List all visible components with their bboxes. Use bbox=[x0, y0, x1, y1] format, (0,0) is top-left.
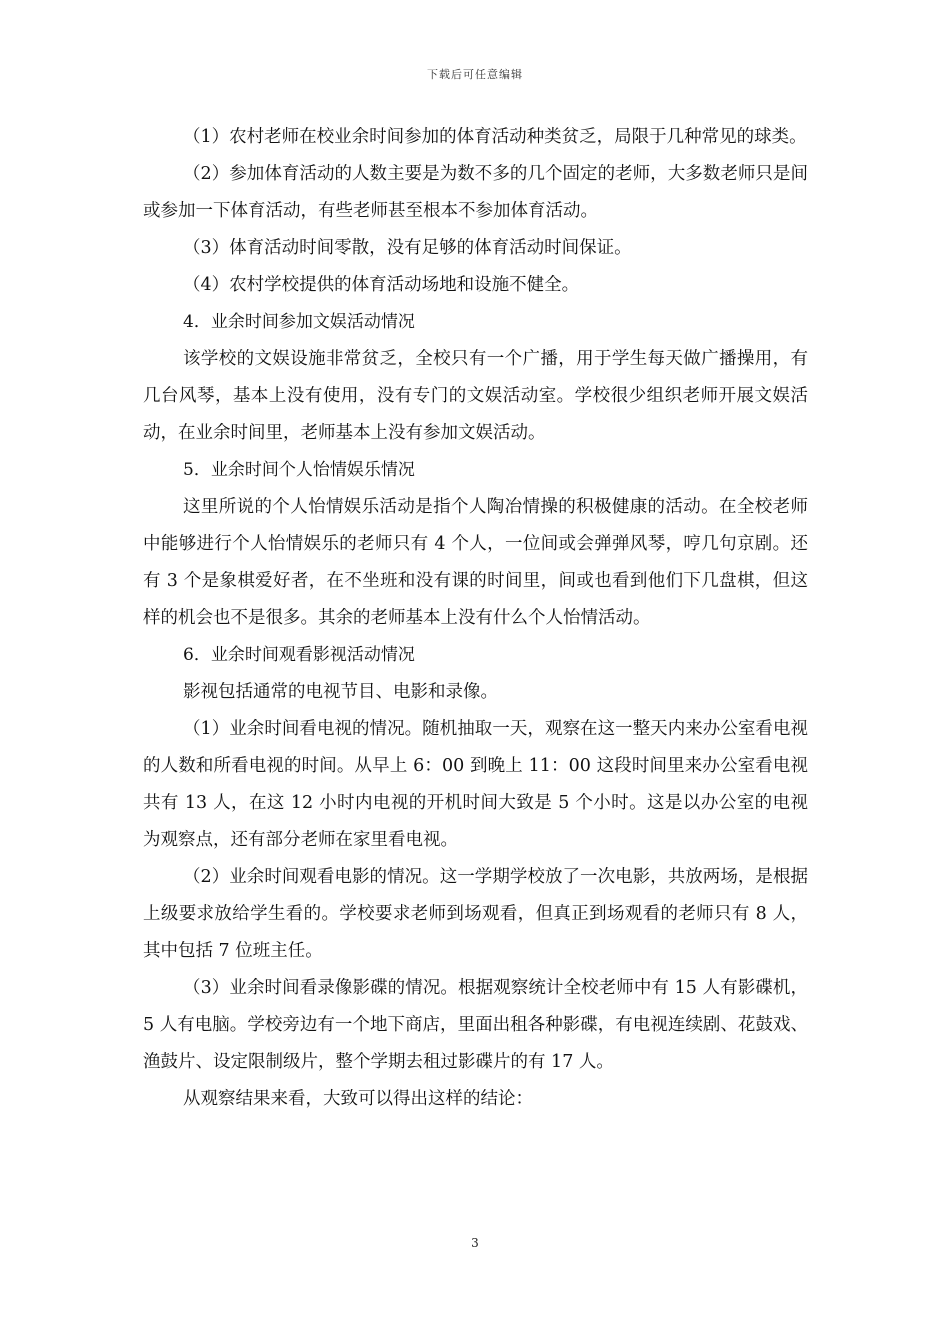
paragraph-personal-leisure: 这里所说的个人怡情娱乐活动是指个人陶冶情操的积极健康的活动。在全校老师中能够进行个人怡情娱乐的老师只有 4 个人，一位间或会弹弹风琴，哼几句京剧。还有 3 个是象棋爱好者，在不坐班和没有课的时间里，间或也看到他们下几盘棋，但这样的机会也不是很多。其余的老师基本上没有什么个人怡情活动。 bbox=[143, 497, 808, 628]
page-number: 3 bbox=[471, 1236, 479, 1250]
list-item-sports-variety: （1）农村老师在校业余时间参加的体育活动种类贫乏，局限于几种常见的球类。 bbox=[183, 127, 807, 147]
paragraph-entertainment: 该学校的文娱设施非常贫乏，全校只有一个广播，用于学生每天做广播操用，有几台风琴，基本上没有使用，没有专门的文娱活动室。学校很少组织老师开展文娱活动，在业余时间里，老师基本上没有参加文娱活动。 bbox=[143, 349, 808, 443]
section-heading-film-tv: 6．业余时间观看影视活动情况 bbox=[183, 645, 415, 665]
list-item-sports-time: （3）体育活动时间零散，没有足够的体育活动时间保证。 bbox=[183, 238, 632, 258]
paragraph-film-tv-intro: 影视包括通常的电视节目、电影和录像。 bbox=[183, 682, 498, 702]
section-heading-personal-leisure: 5．业余时间个人怡情娱乐情况 bbox=[183, 460, 415, 480]
list-item-movies: （2）业余时间观看电影的情况。这一学期学校放了一次电影，共放两场，是根据上级要求放给学生看的。学校要求老师到场观看，但真正到场观看的老师只有 8 人，其中包括 7 位班主任。 bbox=[143, 867, 808, 961]
list-item-sports-facilities: （4）农村学校提供的体育活动场地和设施不健全。 bbox=[183, 275, 580, 295]
list-item-tv: （1）业余时间看电视的情况。随机抽取一天，观察在这一整天内来办公室看电视的人数和所看电视的时间。从早上 6：00 到晚上 11：00 这段时间里来办公室看电视共有 13 人，在这 12 小时内电视的开机时间大致是 5 个小时。这是以办公室的电视为观察点，还有部分老师在家里看电视。 bbox=[143, 719, 808, 850]
section-heading-entertainment: 4．业余时间参加文娱活动情况 bbox=[183, 312, 415, 332]
page-header: 下载后可任意编辑 bbox=[427, 68, 523, 81]
list-item-video-discs: （3）业余时间看录像影碟的情况。根据观察统计全校老师中有 15 人有影碟机，5 人有电脑。学校旁边有一个地下商店，里面出租各种影碟，有电视连续剧、花鼓戏、渔鼓片、设定限制级片，整个学期去租过影碟片的有 17 人。 bbox=[143, 978, 808, 1072]
document-body bbox=[143, 119, 808, 1118]
paragraph-conclusion-lead: 从观察结果来看，大致可以得出这样的结论： bbox=[183, 1089, 533, 1109]
list-item-sports-participants: （2）参加体育活动的人数主要是为数不多的几个固定的老师，大多数老师只是间或参加一下体育活动，有些老师甚至根本不参加体育活动。 bbox=[143, 164, 808, 221]
